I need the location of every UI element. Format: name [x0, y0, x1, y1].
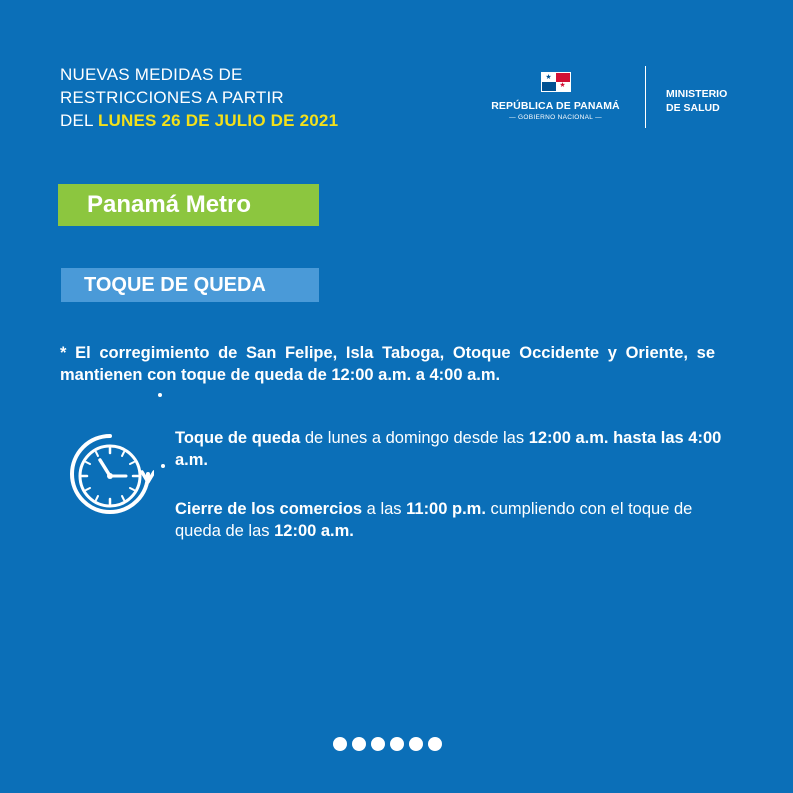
- government-subtitle: — GOBIERNO NACIONAL —: [509, 114, 602, 121]
- header-line-3-prefix: DEL: [60, 111, 98, 130]
- pager-dot[interactable]: [409, 737, 423, 751]
- section-badge: TOQUE DE QUEDA: [61, 268, 319, 302]
- curfew-note: * El corregimiento de San Felipe, Isla Taboga, Otoque Occidente y Oriente, se mantienen con toque de queda de 12:00 a.m. a 4:00 a.m.: [60, 344, 715, 384]
- pager-dot[interactable]: [390, 737, 404, 751]
- header-title: [60, 63, 338, 132]
- ministry-label: [666, 87, 727, 115]
- header-date-highlight: LUNES 26 DE JULIO DE 2021: [97, 111, 339, 130]
- header-line-1: NUEVAS MEDIDAS DE: [60, 65, 243, 84]
- business-closing-time: 11:00 p.m.: [406, 500, 486, 518]
- clock-icon: [66, 430, 154, 522]
- bullet-dot: [161, 464, 165, 468]
- pager-dot[interactable]: [333, 737, 347, 751]
- curfew-schedule-text: [175, 427, 735, 471]
- business-closing-curfew-time: 12:00 a.m.: [274, 522, 354, 540]
- pager-dot[interactable]: [352, 737, 366, 751]
- header-line-2: RESTRICCIONES A PARTIR: [60, 88, 284, 107]
- business-closing-label: Cierre de los comercios: [175, 500, 363, 518]
- header-divider: [645, 66, 646, 128]
- business-closing-text: [175, 498, 735, 542]
- government-logo: [478, 72, 633, 121]
- curfew-hours: 12:00 a.m. hasta las 4:00 a.m.: [175, 429, 722, 469]
- pager-dot[interactable]: [428, 737, 442, 751]
- pager-dot[interactable]: [371, 737, 385, 751]
- region-badge: Panamá Metro: [58, 184, 319, 226]
- bullet-dot: [158, 393, 162, 397]
- panama-flag-icon: ★ ★: [541, 72, 571, 92]
- ministry-line-1: MINISTERIO: [666, 88, 728, 100]
- business-closing-text-1: a las: [362, 500, 407, 518]
- ministry-line-2: DE SALUD: [666, 102, 720, 114]
- carousel-pager[interactable]: [333, 737, 442, 751]
- government-name: REPÚBLICA DE PANAMÁ: [491, 100, 620, 112]
- curfew-label: Toque de queda: [175, 429, 301, 447]
- business-closing-text-2: cumpliendo con el toque de queda de las: [175, 500, 693, 540]
- header-line-3: [60, 109, 338, 132]
- curfew-days: de lunes a domingo desde las: [300, 429, 529, 447]
